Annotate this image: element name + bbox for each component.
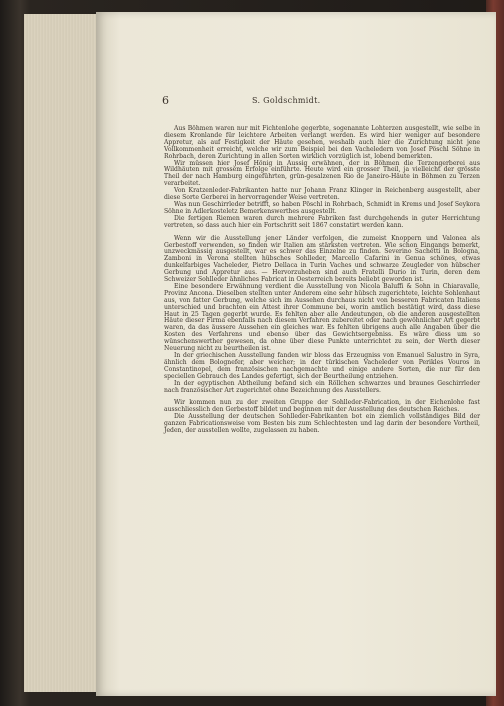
page-header-title: S. Goldschmidt. bbox=[252, 96, 321, 105]
paragraph: In der griechischen Ausstellung fanden wir bloss das Erzeugniss von Emanuel Salustro in Syra, ähnlich dem Bolognefer, aber weicher; in der türkischen Vacheleder von Perikles Vouros in Constantinopel, dem französischen nachgemachte und einige andere Sorten, die nur für den speciellen Gebrauch des Landes gefertigt, sich der Beurtheilung entziehen. bbox=[164, 352, 480, 380]
paragraph: Wir müssen hier Josef Hönig in Aussig erwähnen, der in Böhmen die Terzengerberei aus Wildhäuten mit grossem Erfolge einführte. Heute wird ein grosser Theil, ja vielleicht der grösste Theil der nach Hamburg eingeführten, grün-gesalzenen Rio de Janeiro-Häute in Böhmen zu Terzen verarbeitet. bbox=[164, 159, 480, 188]
page-stack-edge bbox=[24, 14, 104, 692]
book-page bbox=[96, 12, 496, 696]
paragraph: Von Kratzenleder-Fabrikanten hatte nur Johann Franz Klinger in Reichenberg ausgestellt, aber diese Sorte Gerberei in hervorragender Weise vertreten. bbox=[164, 187, 480, 202]
page-number: 6 bbox=[162, 94, 169, 107]
paragraph: Die fertigen Riemen waren durch mehrere Fabriken fast durchgehends in guter Herrichtung vertreten, so dass auch hier ein Fortschritt seit 1867 constatirt werden kann. bbox=[164, 214, 480, 229]
paragraph: Was nun Geschirrleder betrifft, so haben Pöschl in Rohrbach, Schmidt in Krems und Josef Seykora Söhne in Adlerkosteletz Bemerkenswerthes ausgestellt. bbox=[164, 200, 480, 215]
paragraph: Die Ausstellung der deutschen Sohlleder-Fabrikanten bot ein ziemlich vollständiges Bild der ganzen Fabricationsweise vom Besten bis zum Schlechtesten und lag darin der besondere Vortheil, Jeden, der ausstellen wollte, zugelassen zu haben. bbox=[164, 413, 480, 435]
paragraph: Aus Böhmen waren nur mit Fichtenlohe gegerbte, sogenannte Lohterzen ausgestellt, wie selbe in diesem Kronlande für leichtere Arbeiten verlangt werden. Es wird hier weniger auf besondere Appretur, als auf Festigkeit der Häute gesehen, weshalb auch hier die Zurichtung nicht jene Vollkommenheit erreicht, welche wir zum Beispiel bei den Vacheledern von Josef Pöschl Söhne in Rohrbach, deren Zurichtung in allen Sorten wirklich vorzüglich ist, lobend bemerkten. bbox=[164, 125, 480, 160]
paragraph: Wenn wir die Ausstellung jener Länder verfolgen, die zumeist Knoppern und Valonea als Gerbestoff verwenden, so finden wir Italien am stärksten vertreten. Wie schon Eingangs bemerkt, unzweckmässig ausgestellt, war es schwer das Einzelne zu finden. Severino Sachetti in Bologna, Zamboni in Verona stellten hübsches Sohlleder, Marcello Cafarini in Genua schönes, etwas dunkelfarbiges Vacheleder, Pietro Dellaca in Turin Vaches und schwarze Zeugleder von hübscher Gerbung und Appretur aus. — Hervorzuheben sind auch Fratelli Durio in Turin, deren dem Schweizer Sohlleder ähnliches Fabricat in Oesterreich bereits beliebt geworden ist. bbox=[164, 234, 480, 284]
running-head bbox=[162, 94, 482, 108]
paragraph: In der egyptischen Abtheilung befand sich ein Röllchen schwarzes und braunes Geschirrleder nach französischer Art zugerichtet ohne Bezeichnung des Ausstellers. bbox=[164, 379, 480, 394]
paragraph: Eine besondere Erwähnung verdient die Ausstellung von Nicola Baluffi & Sohn in Chiaravalle, Provinz Ancona. Dieselben stellten unter Anderem eine sehr hübsch zugerichtete, leichte Sohlenhaut aus, von fatter Gerbung, welche sich im Aussehen durchaus nicht von besseren Fabricaten Italiens unterschied und brachten ein Attest ihrer Commune bei, worin amtlich bestätigt wird, dass diese Haut in 25 Tagen gegerbt wurde. Es fehlten aber alle Andeutungen, ob die anderen ausgestellten Häute dieser Firma ebenfalls nach diesem Verfahren zubereitet oder nach gewöhnlicher Art gegerbt waren, da das äussere Aussehen ein gleiches war. Es fehlten übrigens auch alle Angaben über die Kosten des Verfahrens und ebenso über das Gewichtsergebniss. Es wäre diess um so wünschenswerther gewesen, da ohne über diese Punkte unterrichtet zu sein, der Werth dieser Neuerung nicht zu beurtheilen ist. bbox=[164, 282, 480, 353]
paragraph: Wir kommen nun zu der zweiten Gruppe der Sohlleder-Fabrication, in der Eichenlohe fast ausschliesslich den Gerbestoff bildet und beginnen mit der Ausstellung des deutschen Reiches. bbox=[164, 399, 480, 414]
body-text bbox=[164, 126, 480, 616]
